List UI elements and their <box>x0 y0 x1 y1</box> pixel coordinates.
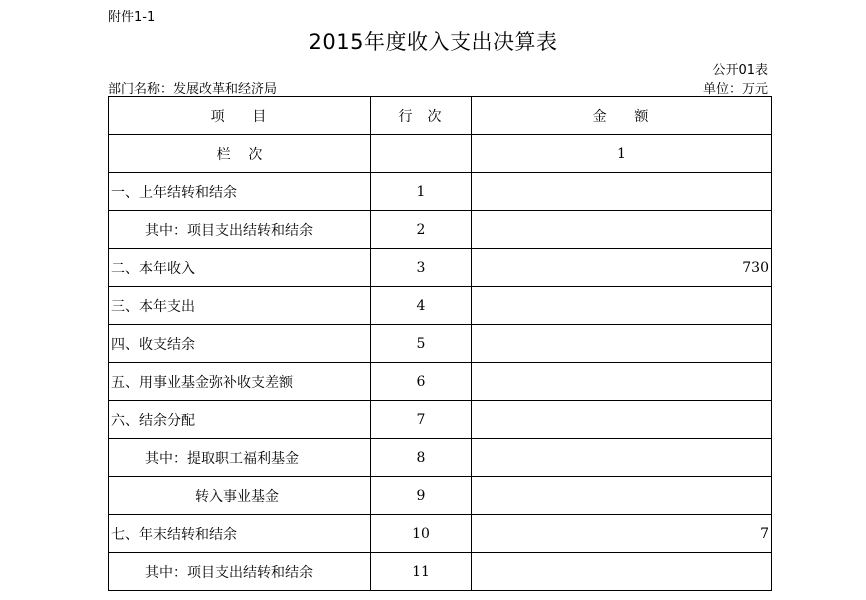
row-line: 4 <box>371 287 472 325</box>
row-line: 3 <box>371 249 472 287</box>
column-index-label: 栏 次 <box>109 135 371 173</box>
row-amount <box>472 363 772 401</box>
row-item: 转入事业基金 <box>109 477 371 515</box>
table-row <box>109 515 772 553</box>
row-item: 其中：项目支出结转和结余 <box>109 211 371 249</box>
row-item: 四、收支结余 <box>109 325 371 363</box>
department-name: 部门名称：发展改革和经济局 <box>108 82 278 97</box>
table-row <box>109 325 772 363</box>
report-table <box>108 96 772 591</box>
table-row <box>109 287 772 325</box>
row-amount <box>472 173 772 211</box>
header-line: 行 次 <box>371 97 472 135</box>
table-row <box>109 173 772 211</box>
row-amount <box>472 401 772 439</box>
row-item: 二、本年收入 <box>109 249 371 287</box>
table-row <box>109 211 772 249</box>
row-amount <box>472 211 772 249</box>
row-line: 7 <box>371 401 472 439</box>
row-line: 2 <box>371 211 472 249</box>
row-amount <box>472 553 772 591</box>
table-row <box>109 477 772 515</box>
row-amount: 730 <box>472 249 772 287</box>
row-item: 五、用事业基金弥补收支差额 <box>109 363 371 401</box>
table-header-row <box>109 97 772 135</box>
header-item: 项 目 <box>109 97 371 135</box>
row-line: 6 <box>371 363 472 401</box>
row-item: 三、本年支出 <box>109 287 371 325</box>
header-amount: 金 额 <box>472 97 772 135</box>
row-amount <box>472 439 772 477</box>
table-row <box>109 439 772 477</box>
report-title: 2015年度收入支出决算表 <box>308 30 558 54</box>
row-line: 1 <box>371 173 472 211</box>
row-item: 七、年末结转和结余 <box>109 515 371 553</box>
table-row <box>109 249 772 287</box>
table-row <box>109 363 772 401</box>
column-index-line <box>371 135 472 173</box>
row-amount <box>472 287 772 325</box>
row-item: 其中：项目支出结转和结余 <box>109 553 371 591</box>
row-line: 11 <box>371 553 472 591</box>
row-item: 六、结余分配 <box>109 401 371 439</box>
row-item: 其中：提取职工福利基金 <box>109 439 371 477</box>
attachment-label: 附件1-1 <box>108 10 156 25</box>
row-line: 10 <box>371 515 472 553</box>
unit-label: 单位：万元 <box>702 82 768 97</box>
row-item: 一、上年结转和结余 <box>109 173 371 211</box>
row-line: 9 <box>371 477 472 515</box>
column-index-amount: 1 <box>472 135 772 173</box>
column-index-row <box>109 135 772 173</box>
row-line: 8 <box>371 439 472 477</box>
row-amount <box>472 477 772 515</box>
row-line: 5 <box>371 325 472 363</box>
form-number: 公开01表 <box>712 63 768 78</box>
row-amount: 7 <box>472 515 772 553</box>
table-row <box>109 553 772 591</box>
table-row <box>109 401 772 439</box>
row-amount <box>472 325 772 363</box>
